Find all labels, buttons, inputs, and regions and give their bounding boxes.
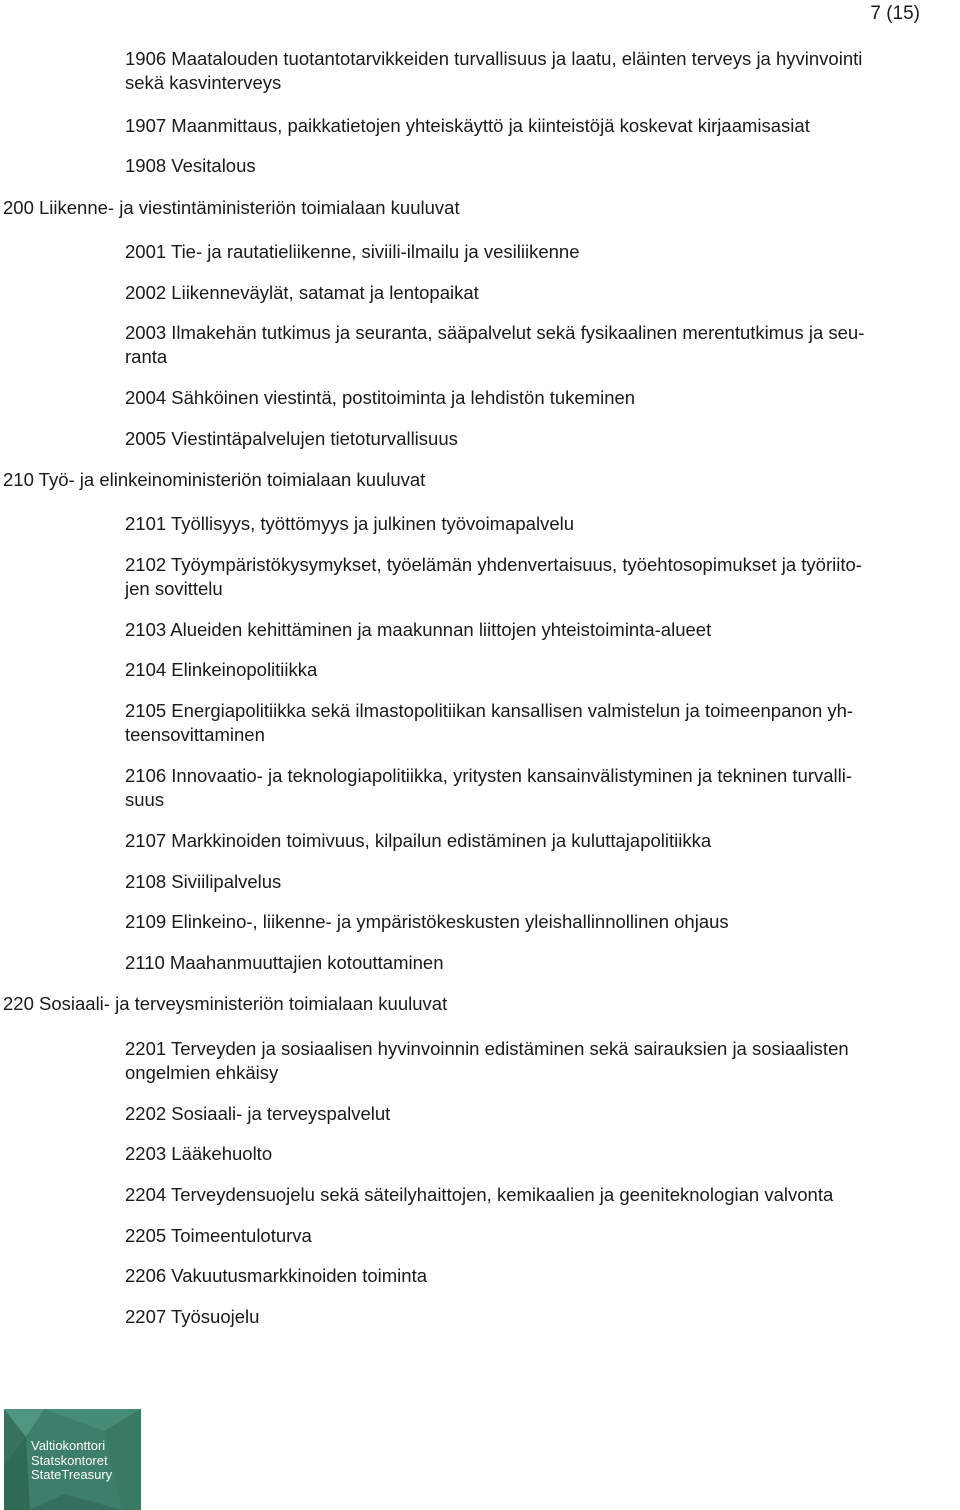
list-item-1906 — [125, 47, 862, 95]
list-item-line: 2003 Ilmakehän tutkimus ja seuranta, sääpalvelut sekä fysikaalinen merentutkimus ja seu- — [125, 322, 865, 343]
state-treasury-logo — [4, 1409, 141, 1510]
list-item-2104 — [125, 658, 317, 682]
list-item-2103 — [125, 618, 711, 642]
list-item-2203 — [125, 1142, 272, 1166]
list-item-line: ranta — [125, 346, 168, 367]
list-item-line: 2002 Liikenneväylät, satamat ja lentopaikat — [125, 282, 479, 303]
list-item-line: 2205 Toimeentuloturva — [125, 1225, 312, 1246]
page-number: 7 (15) — [870, 3, 920, 24]
list-item-line: 2207 Työsuojelu — [125, 1306, 260, 1327]
list-item-2004 — [125, 386, 635, 410]
section-heading-line: 210 Työ- ja elinkeinoministeriön toimialaan kuuluvat — [3, 469, 426, 490]
list-item-1908 — [125, 154, 256, 178]
list-item-line: 2107 Markkinoiden toimivuus, kilpailun edistäminen ja kuluttajapolitiikka — [125, 830, 712, 851]
list-item-2005 — [125, 427, 458, 451]
list-item-line: 1908 Vesitalous — [125, 155, 256, 176]
list-item-2110 — [125, 951, 443, 975]
list-item-line: 2106 Innovaatio- ja teknologiapolitiikka, yritysten kansainvälistyminen ja tekninen turvalli- — [125, 765, 853, 786]
list-item-line: 1906 Maatalouden tuotantotarvikkeiden turvallisuus ja laatu, eläinten terveys ja hyvinvointi — [125, 48, 863, 69]
list-item-line: 2203 Lääkehuolto — [125, 1143, 273, 1164]
section-heading-210 — [3, 468, 425, 492]
section-heading-line: 200 Liikenne- ja viestintäministeriön toimialaan kuuluvat — [3, 197, 460, 218]
section-heading-200 — [3, 196, 460, 220]
logo-text — [31, 1439, 112, 1483]
list-item-1907 — [125, 114, 810, 138]
list-item-line: sekä kasvinterveys — [125, 72, 282, 93]
list-item-line: 2103 Alueiden kehittäminen ja maakunnan liittojen yhteistoiminta-alueet — [125, 619, 712, 640]
list-item-2003 — [125, 321, 864, 369]
list-item-line: 1907 Maanmittaus, paikkatietojen yhteiskäyttö ja kiinteistöjä koskevat kirjaamisasiat — [125, 115, 810, 136]
list-item-line: 2104 Elinkeinopolitiikka — [125, 659, 318, 680]
logo-line: Statskontoret — [31, 1452, 108, 1468]
logo-line: Valtiokonttori — [31, 1438, 106, 1453]
list-item-2101 — [125, 512, 574, 536]
list-item-2202 — [125, 1102, 390, 1126]
list-item-line: 2202 Sosiaali- ja terveyspalvelut — [125, 1103, 391, 1124]
list-item-2205 — [125, 1224, 312, 1248]
list-item-line: 2206 Vakuutusmarkkinoiden toiminta — [125, 1265, 427, 1286]
list-item-line: 2110 Maahanmuuttajien kotouttaminen — [125, 952, 444, 973]
list-item-line: 2001 Tie- ja rautatieliikenne, siviili-ilmailu ja vesiliikenne — [125, 241, 580, 262]
list-item-2106 — [125, 764, 852, 812]
list-item-line: 2108 Siviilipalvelus — [125, 871, 282, 892]
list-item-2201 — [125, 1037, 849, 1085]
list-item-2108 — [125, 870, 281, 894]
list-item-line: 2201 Terveyden ja sosiaalisen hyvinvoinnin edistäminen sekä sairauksien ja sosiaalisten — [125, 1038, 849, 1059]
list-item-line: 2105 Energiapolitiikka sekä ilmastopolitiikan kansallisen valmistelun ja toimeenpanon yh- — [125, 700, 854, 721]
list-item-line: teensovittaminen — [125, 724, 265, 745]
list-item-line: 2004 Sähköinen viestintä, postitoiminta ja lehdistön tukeminen — [125, 387, 636, 408]
list-item-2107 — [125, 829, 711, 853]
list-item-2109 — [125, 910, 729, 934]
list-item-line: 2005 Viestintäpalvelujen tietoturvallisuus — [125, 428, 458, 449]
list-item-line: jen sovittelu — [125, 578, 223, 599]
list-item-line: 2109 Elinkeino-, liikenne- ja ympäristökeskusten yleishallinnollinen ohjaus — [125, 911, 729, 932]
section-heading-220 — [3, 992, 447, 1016]
list-item-line: 2101 Työllisyys, työttömyys ja julkinen työvoimapalvelu — [125, 513, 575, 534]
list-item-2204 — [125, 1183, 833, 1207]
list-item-2002 — [125, 281, 479, 305]
list-item-2102 — [125, 553, 862, 601]
list-item-2206 — [125, 1264, 427, 1288]
logo-line: StateTreasury — [31, 1467, 113, 1482]
list-item-line: 2102 Työympäristökysymykset, työelämän yhdenvertaisuus, työehtosopimukset ja työriito- — [125, 554, 862, 575]
section-heading-line: 220 Sosiaali- ja terveysministeriön toimialaan kuuluvat — [3, 993, 448, 1014]
list-item-2001 — [125, 240, 580, 264]
list-item-2207 — [125, 1305, 259, 1329]
list-item-line: 2204 Terveydensuojelu sekä säteilyhaittojen, kemikaalien ja geeniteknologian valvonta — [125, 1184, 834, 1205]
list-item-line: suus — [125, 789, 165, 810]
list-item-line: ongelmien ehkäisy — [125, 1062, 279, 1083]
list-item-2105 — [125, 699, 853, 747]
